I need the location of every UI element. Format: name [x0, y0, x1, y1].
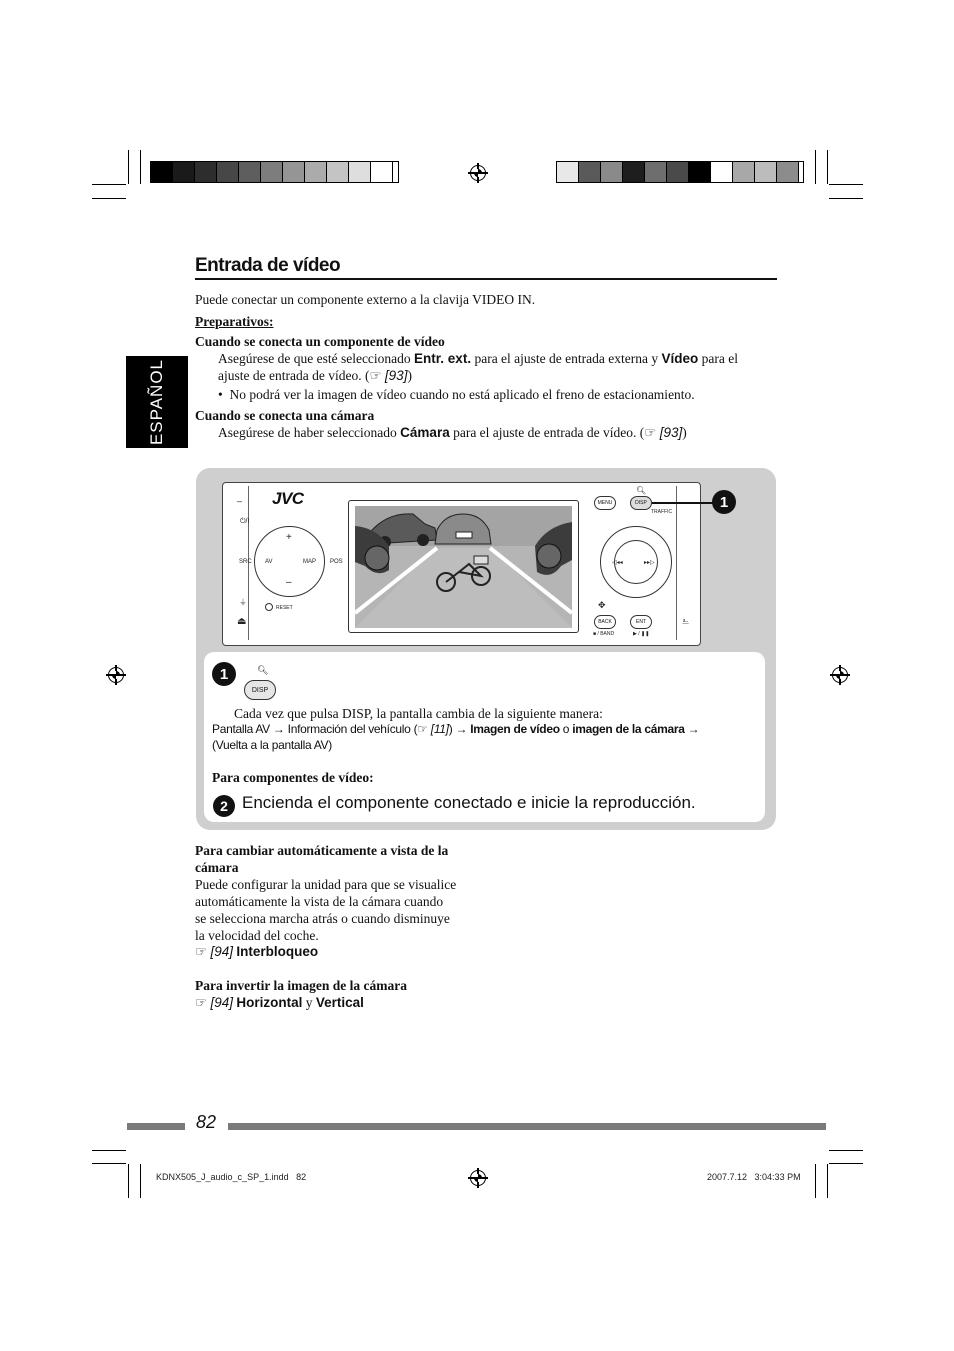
menu-button[interactable]: MENU	[594, 496, 616, 510]
crop-mark	[92, 198, 126, 199]
setting-video: Vídeo	[661, 351, 699, 366]
crop-mark	[128, 150, 129, 184]
intro-text: Puede conectar un componente externo a la clavija VIDEO IN.	[195, 292, 536, 307]
arrow-icon: →	[272, 722, 285, 736]
pos-label: POS	[330, 559, 343, 565]
registration-mark-icon	[832, 667, 848, 683]
language-tab	[126, 356, 188, 448]
crop-mark	[815, 150, 816, 184]
road-scene-illustration	[355, 506, 572, 628]
footer-file: KDNX505_J_audio_c_SP_1.indd 82	[156, 1172, 307, 1182]
arrow-icon: →	[455, 722, 468, 736]
crop-mark	[827, 1164, 828, 1198]
crop-mark	[140, 1164, 141, 1198]
preparations-label: Preparativos:	[195, 314, 274, 329]
note-camera-title: Para cambiar automáticamente a vista de la cámara	[195, 843, 449, 875]
brand-logo: JVC	[272, 489, 304, 508]
color-swatch	[151, 162, 173, 182]
reference-icon: ☞	[644, 425, 657, 440]
note-invert-title: Para invertir la imagen de la cámara	[195, 978, 407, 993]
color-swatch	[601, 162, 623, 182]
color-swatch	[557, 162, 579, 182]
color-swatch	[733, 162, 755, 182]
color-swatch	[371, 162, 393, 182]
case-video-bullet: • No podrá ver la imagen de vídeo cuando no está aplicado el freno de estacionamiento.	[218, 387, 695, 402]
color-swatch	[667, 162, 689, 182]
open-icon: ⎁	[682, 616, 690, 626]
color-swatch	[173, 162, 195, 182]
note-camera-body: Puede configurar la unidad para que se visualice automáticamente la vista de la cámara cuando se selecciona marcha atrás o cuando disminuye la velocidad del coche.	[195, 877, 457, 943]
color-swatch	[777, 162, 799, 182]
registration-mark-icon	[470, 165, 486, 181]
crop-mark	[128, 1164, 129, 1198]
crop-mark	[829, 184, 863, 185]
map-label: MAP	[303, 559, 317, 565]
step-1-number: 1	[212, 662, 236, 686]
case-video-line2: ajuste de entrada de vídeo. (☞ [93])	[218, 368, 412, 383]
page-reference: [93]	[659, 425, 683, 440]
bullet-icon: •	[218, 387, 223, 402]
ent-button[interactable]: ENT	[630, 615, 652, 629]
registration-mark-icon	[108, 667, 124, 683]
back-button[interactable]: BACK	[594, 615, 616, 629]
arrow-icon: →	[687, 722, 700, 736]
note-invert-ref: ☞ [94] Horizontal y Vertical	[195, 995, 364, 1010]
setting-ext-input: Entr. ext.	[414, 351, 472, 366]
color-swatch	[305, 162, 327, 182]
power-attenuator-icon: ⏻/I	[240, 518, 250, 525]
search-icon: 🔍︎	[636, 486, 647, 495]
case-video-line1: Asegúrese de que esté seleccionado Entr. ext. para el ajuste de entrada externa y Vídeo para el	[218, 351, 738, 366]
color-swatch	[217, 162, 239, 182]
case-camera-line: Asegúrese de haber seleccionado Cámara para el ajuste de entrada de vídeo. (☞ [93])	[218, 425, 687, 440]
components-label: Para componentes de vídeo:	[212, 770, 374, 785]
step-2-text: Encienda el componente conectado e inicie la reproducción.	[242, 793, 696, 812]
color-swatch	[261, 162, 283, 182]
color-swatch	[755, 162, 777, 182]
color-swatch	[283, 162, 305, 182]
reset-label: RESET	[276, 605, 293, 611]
color-swatch	[195, 162, 217, 182]
play-pause-label: ▶ / ❚❚	[633, 631, 650, 637]
reference-icon: ☞	[369, 368, 382, 383]
step-2-number: 2	[213, 795, 235, 817]
crop-mark	[815, 1164, 816, 1198]
color-swatch	[711, 162, 733, 182]
registration-mark-icon	[470, 1170, 486, 1186]
section-title: Entrada de vídeo	[195, 255, 341, 276]
volume-plus-label: +	[286, 532, 292, 543]
title-rule	[195, 278, 777, 280]
case-camera-title: Cuando se conecta una cámara	[195, 408, 375, 423]
eject-icon: ⏏	[237, 616, 247, 627]
crop-mark	[92, 1163, 126, 1164]
color-bar-right	[556, 161, 804, 183]
color-swatch	[579, 162, 601, 182]
crop-mark	[829, 198, 863, 199]
page-bar-right	[228, 1123, 826, 1130]
tilt-icon: ⏚	[239, 598, 247, 607]
crop-mark	[140, 150, 141, 184]
disp-button-icon: DISP	[244, 680, 276, 700]
joystick-icon: ✥	[598, 600, 606, 610]
reset-button[interactable]	[265, 603, 273, 611]
color-swatch	[327, 162, 349, 182]
volume-minus-label: –	[286, 577, 292, 588]
crop-mark	[92, 1150, 126, 1151]
band-label: ■ / BAND	[593, 631, 615, 637]
color-swatch	[239, 162, 261, 182]
color-swatch	[689, 162, 711, 182]
page-number: 82	[196, 1112, 217, 1132]
reference-icon: ☞	[417, 722, 428, 736]
traffic-label: TRAFFIC	[651, 509, 673, 515]
color-swatch	[645, 162, 667, 182]
prev-track-icon: ◁◂◂	[612, 560, 623, 566]
footer-timestamp: 2007.7.12 3:04:33 PM	[707, 1172, 801, 1182]
page-bar-left	[127, 1123, 185, 1130]
display-sequence: Pantalla AV → Información del vehículo (☞ [11]) → Imagen de vídeo o imagen de la cámara → (Vuelta a la pantalla AV)	[212, 722, 700, 752]
search-icon: 🔍︎	[257, 665, 269, 675]
src-label: SRC	[239, 559, 252, 565]
minus-button-label: –	[237, 496, 243, 506]
crop-mark	[92, 184, 126, 185]
color-swatch	[349, 162, 371, 182]
setting-camera: Cámara	[400, 425, 450, 440]
callout-number-1: 1	[712, 490, 736, 514]
av-label: AV	[265, 559, 273, 565]
page-reference: [93]	[384, 368, 408, 383]
case-video-title: Cuando se conecta un componente de vídeo	[195, 334, 445, 349]
crop-mark	[829, 1163, 863, 1164]
reference-icon: ☞	[195, 995, 208, 1010]
disp-button[interactable]: DISP	[630, 496, 652, 510]
note-camera-ref: ☞ [94] Interbloqueo	[195, 944, 319, 959]
language-tab-label: ESPAÑOL	[147, 358, 166, 446]
callout-line	[652, 502, 714, 504]
reference-icon: ☞	[195, 944, 208, 959]
next-track-icon: ▸▸▷	[644, 560, 655, 566]
color-bar-left	[150, 161, 399, 183]
crop-mark	[827, 150, 828, 184]
step-1-text: Cada vez que pulsa DISP, la pantalla cambia de la siguiente manera:	[234, 706, 603, 721]
crop-mark	[829, 1150, 863, 1151]
color-swatch	[623, 162, 645, 182]
